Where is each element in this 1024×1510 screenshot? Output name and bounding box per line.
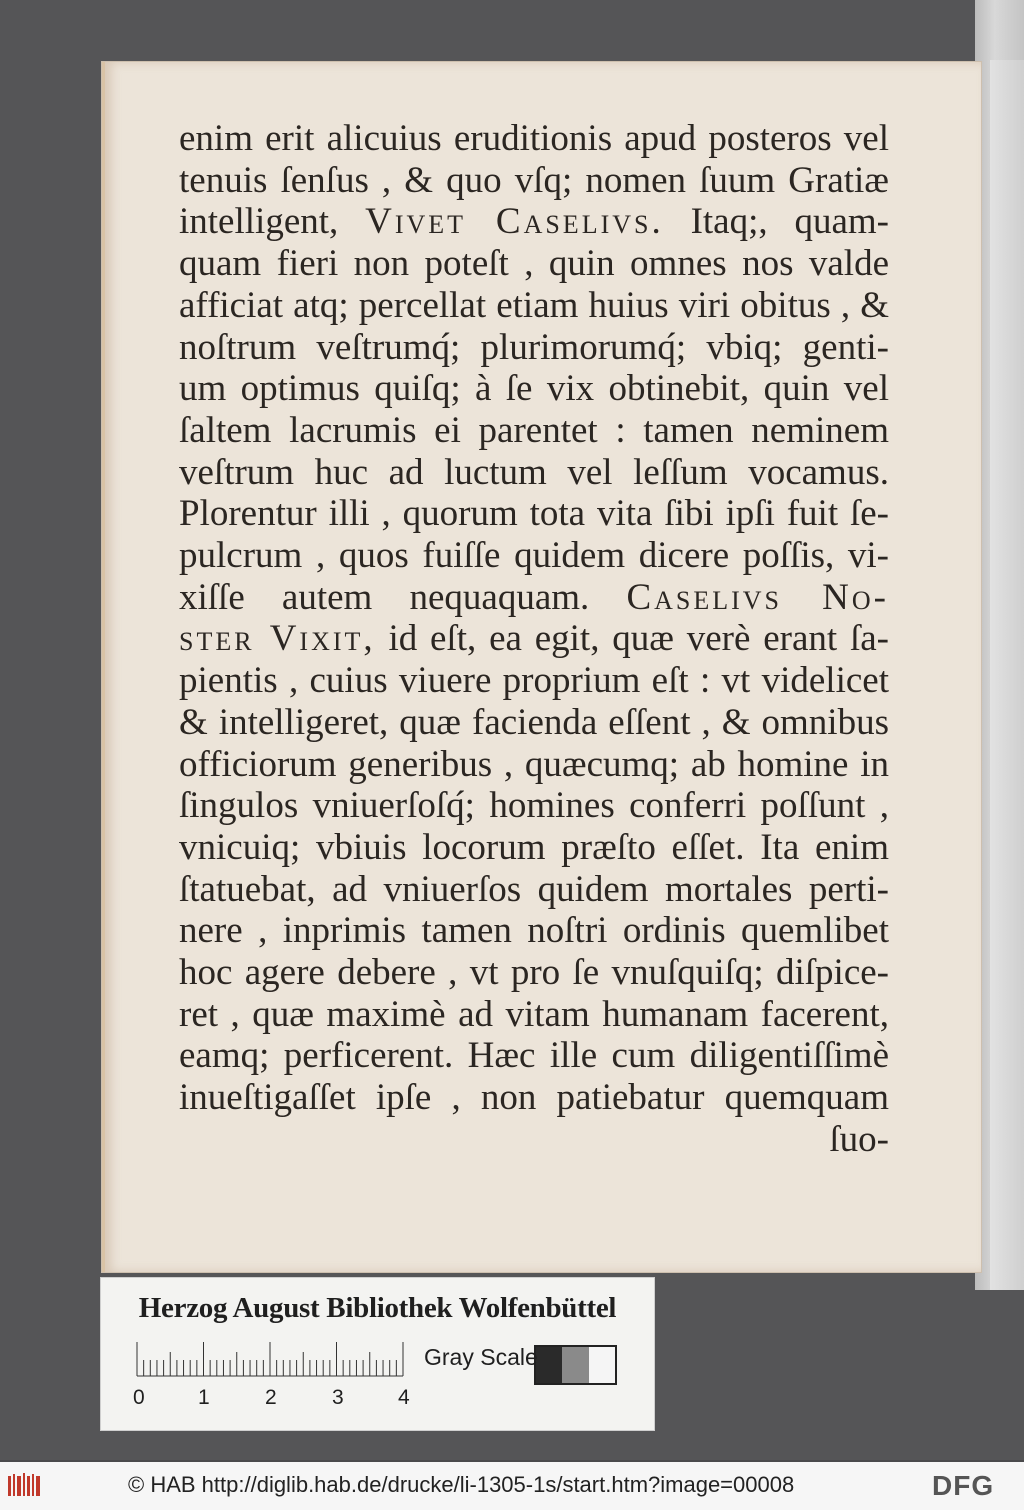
text-line: vnicuiq; vbiuis locorum præſto eſſet. Ita enim (179, 826, 889, 868)
text-line: ſtatuebat, ad vniuerſos quidem mortales perti- (179, 868, 889, 910)
text-line (179, 618, 889, 660)
book-page (102, 62, 981, 1272)
gray-scale-label: Gray Scale (424, 1344, 538, 1370)
ruler-number-4: 4 (398, 1386, 410, 1409)
text-line: & intelligeret, quæ facienda eſſent , & omnibus (179, 701, 889, 743)
text-line (179, 201, 889, 243)
text-line: Plorentur illi , quorum tota vita ſibi ipſi fuit ſe- (179, 493, 889, 535)
smallcaps-name: Vivet Caselivs. (365, 201, 664, 243)
text-line: ret , quæ maximè ad vitam humanam facerent, (179, 993, 889, 1035)
gray-swatch (535, 1346, 562, 1384)
text-line: quam fieri non poteſt , quin omnes nos valde (179, 243, 889, 285)
smallcaps-name: ster Vixit, (179, 618, 376, 660)
ruler-numbers (133, 1386, 410, 1409)
ruler-number-2: 2 (265, 1386, 277, 1409)
gray-swatch (562, 1346, 589, 1384)
footer-bar (0, 1462, 1024, 1510)
text-line: enim erit alicuius eruditionis apud posteros vel (179, 118, 889, 159)
color-ruler-card (100, 1277, 655, 1431)
text-line: tenuis ſenſus , & quo vſq; nomen ſuum Gratiæ (179, 159, 889, 201)
text-fragment: Itaq;, quam- (663, 201, 889, 243)
smallcaps-name: Caselivs No- (626, 576, 889, 618)
text-line: pientis , cuius viuere proprium eſt : vt videlicet (179, 660, 889, 702)
text-line: hoc agere debere , vt pro ſe vnuſquiſq; diſpice- (179, 952, 889, 994)
text-line: eamq; perficerent. Hæc ille cum diligentiſſimè (179, 1035, 889, 1077)
text-line (179, 577, 889, 619)
ruler-ticks (137, 1342, 403, 1376)
text-line: inueſtigaſſet ipſe , non patiebatur quemquam (179, 1077, 889, 1119)
gray-scale-swatches (535, 1346, 616, 1384)
ruler-scale (101, 1278, 654, 1430)
text-line: afficiat atq; percellat etiam huius viri obitus , & (179, 284, 889, 326)
ruler-number-0: 0 (133, 1386, 145, 1409)
text-line: officiorum generibus , quæcumq; ab homine in (179, 743, 889, 785)
ruler-number-3: 3 (332, 1386, 344, 1409)
text-fragment: xiſſe autem nequaquam. (179, 576, 627, 618)
text-fragment: intelligent, (179, 201, 366, 243)
text-line: nere , inprimis tamen noſtri ordinis quemlibet (179, 910, 889, 952)
text-line: ſaltem lacrumis ei parentet : tamen neminem (179, 409, 889, 451)
text-line: noſtrum veſtrumq́; plurimorumq́; vbiq; genti- (179, 326, 889, 368)
catchword: ſuo- (829, 1118, 889, 1160)
copyright-url: © HAB http://diglib.hab.de/drucke/li-1305-1s/start.htm?image=00008 (128, 1472, 795, 1497)
text-line: um optimus quiſq; à ſe vix obtinebit, quin vel (179, 368, 889, 410)
library-title: Herzog August Bibliothek Wolfenbüttel (138, 1292, 617, 1324)
dfg-logo: DFG (932, 1470, 995, 1501)
text-line: pulcrum , quos fuiſſe quidem dicere poſſis, vi- (179, 535, 889, 577)
page-text (179, 118, 889, 1161)
text-fragment: id eſt, ea egit, quæ verè erant ſa- (375, 618, 890, 660)
barcode-icon (8, 1472, 42, 1498)
ruler-number-1: 1 (198, 1386, 210, 1409)
text-line: veſtrum huc ad luctum vel leſſum vocamus. (179, 451, 889, 493)
adjacent-page-edge-inner (990, 60, 1024, 1290)
text-line: ſingulos vniuerſoſq́; homines conferri poſſunt , (179, 785, 889, 827)
gray-swatch (589, 1346, 616, 1384)
